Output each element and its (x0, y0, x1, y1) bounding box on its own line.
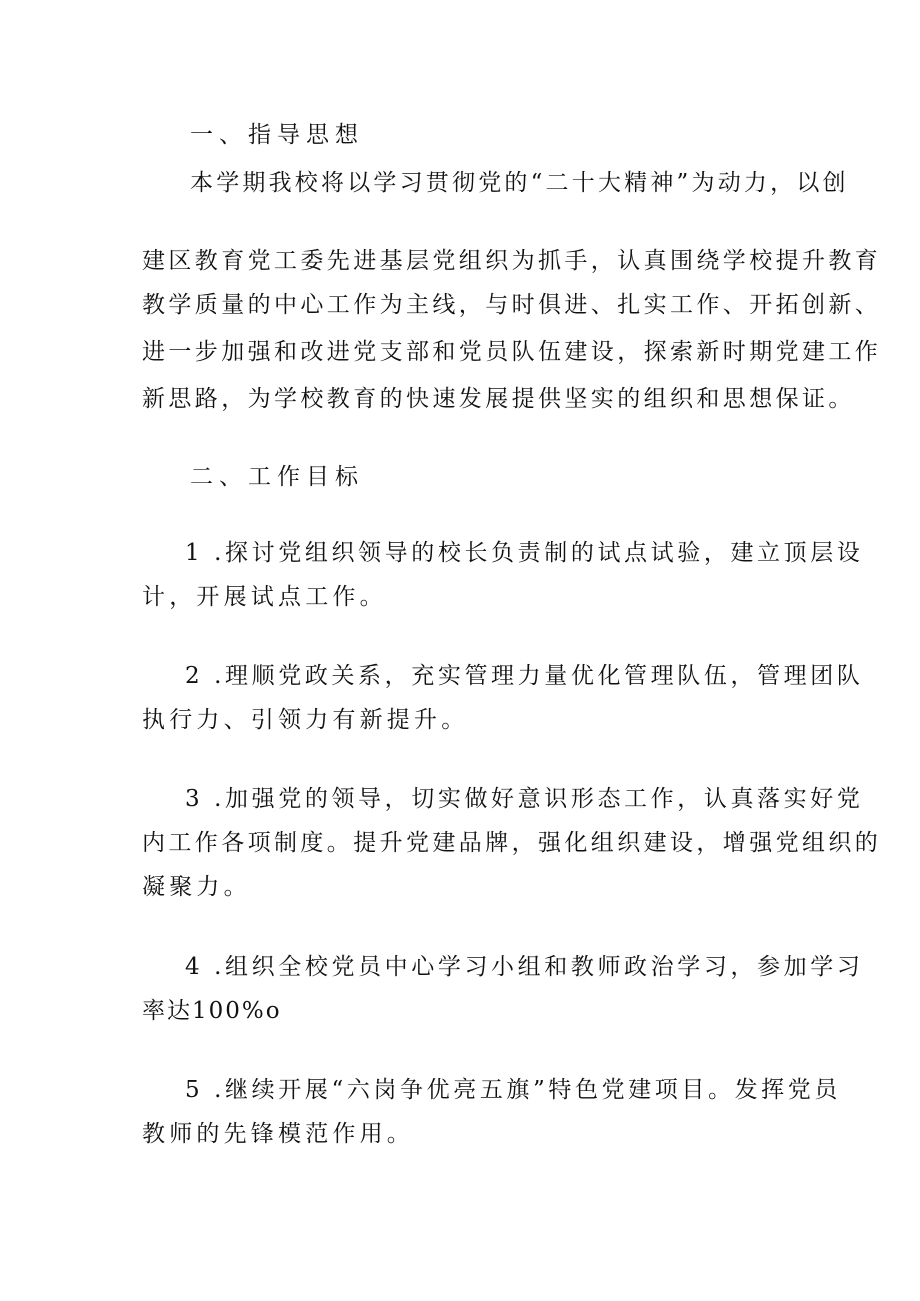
goal-line: 率达100%o (142, 998, 282, 1024)
goal-line: 5 .继续开展“六岗争优亮五旗”特色党建项目。发挥党员 (185, 1077, 841, 1103)
paragraph-line: 本学期我校将以学习贯彻党的“二十大精神”为动力，以创 (190, 170, 849, 196)
section-heading-work-goals: 二、工作目标 (190, 464, 364, 490)
section-heading-guiding-ideology: 一、指导思想 (190, 122, 364, 148)
goal-line: 教师的先锋模范作用。 (142, 1121, 414, 1147)
goal-line: 2 .理顺党政关系，充实管理力量优化管理队伍，管理团队 (185, 663, 864, 689)
paragraph-line: 进一步加强和改进党支部和党员队伍建设，探索新时期党建工作 (142, 339, 882, 365)
goal-line: 执行力、引领力有新提升。 (142, 707, 469, 733)
goal-line: 3 .加强党的领导，切实做好意识形态工作，认真落实好党 (185, 786, 864, 812)
paragraph-line: 建区教育党工委先进基层党组织为抓手，认真围绕学校提升教育 (142, 248, 882, 274)
goal-line: 内工作各项制度。提升党建品牌，强化组织建设，增强党组织的 (142, 830, 882, 856)
paragraph-line: 新思路，为学校教育的快速发展提供坚实的组织和思想保证。 (142, 386, 855, 412)
paragraph-line: 教学质量的中心工作为主线，与时俱进、扎实工作、开拓创新、 (142, 292, 882, 318)
goal-line: 1 .探讨党组织领导的校长负责制的试点试验，建立顶层设 (185, 540, 864, 566)
goal-line: 4 .组织全校党员中心学习小组和教师政治学习，参加学习 (185, 954, 864, 980)
goal-line: 凝聚力。 (142, 874, 251, 900)
goal-line: 计，开展试点工作。 (142, 584, 387, 610)
